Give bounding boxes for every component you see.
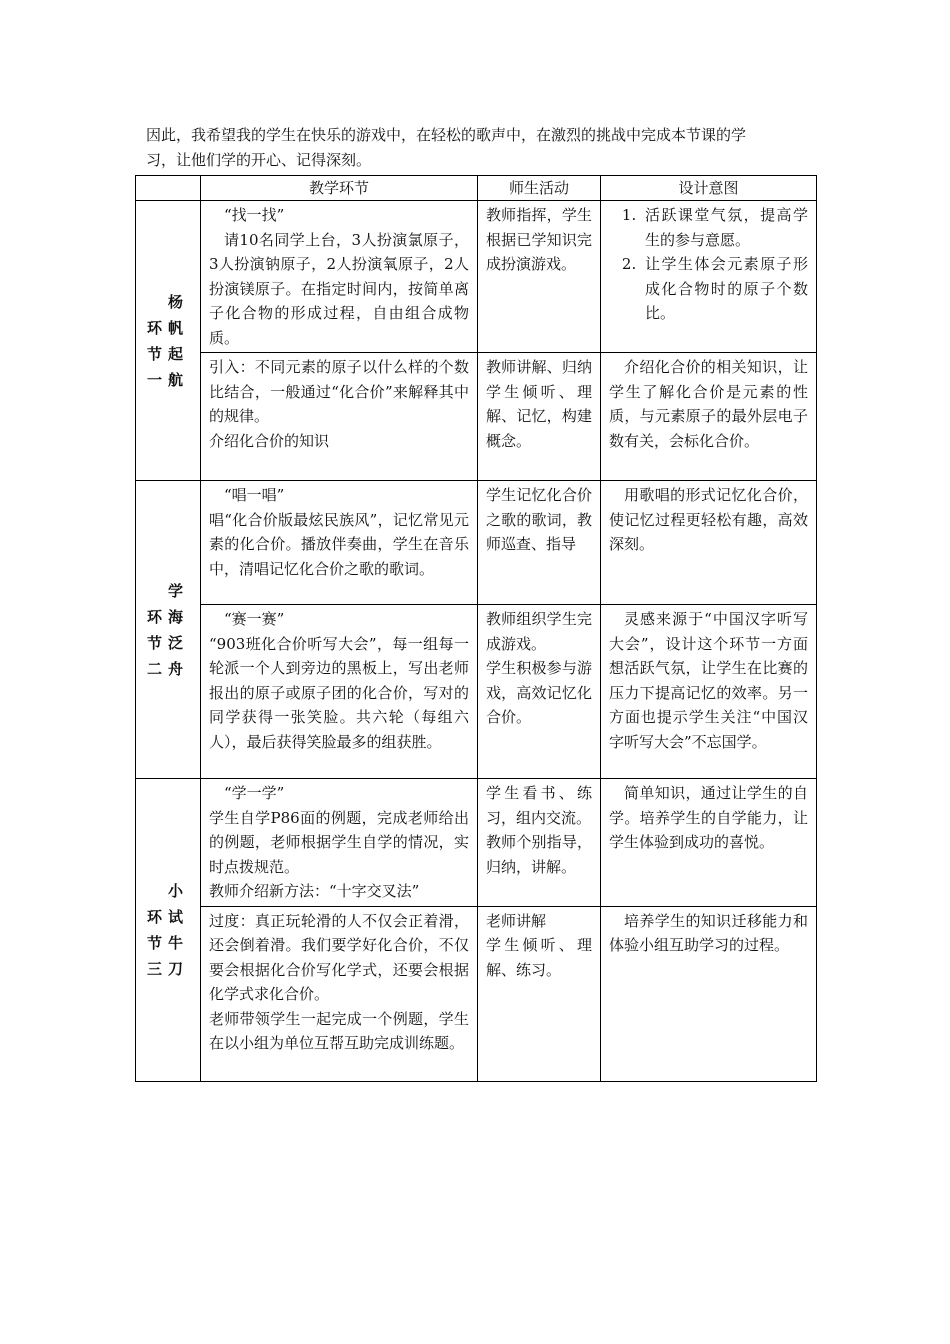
header-design-intent: 设计意图 [601,176,817,201]
activity-line: 学生看书、练习，组内交流。 [486,784,592,827]
activity-line: 学生积极参与游戏，高效记忆化合价。 [486,659,592,726]
table-header-row [136,176,817,201]
intent-text: 培养学生的知识迁移能力和体验小组互助学习的过程。 [609,911,808,954]
intent-text: 灵感来源于“中国汉字听写大会”，设计这个环节一方面想活跃气氛，让学生在比赛的压力下提高记忆的效率。另一方面也提示学生关注“中国汉字听写大会”不忘国学。 [609,610,808,751]
content-line: 引入：不同元素的原子以什么样的个数比结合，一般通过“化合价”来解释其中的规律。 [209,358,469,425]
header-blank [136,176,201,201]
intent-cell [601,353,817,481]
content-line: 老师带领学生一起完成一个例题，学生在以小组为单位互帮互助完成训练题。 [209,1009,469,1052]
section-label-line: 节牛 [146,933,189,952]
table-row [136,779,817,907]
section-label [136,779,201,1082]
section-label-line: 杨 [146,292,189,311]
content-cell [201,201,478,353]
section-label [136,201,201,481]
intro-line: 习，让他们学的开心、记得深刻。 [146,151,372,169]
list-item: 1. 活跃课堂气氛，提高学生的参与意愿。 [641,203,808,252]
table-row [136,481,817,605]
activity-cell [478,779,601,907]
table-row [136,201,817,353]
content-body: 请10名同学上台，3人扮演氯原子，3人扮演钠原子，2人扮演氧原子，2人扮演镁原子。在指定时间内，按简单离子化合物的形成过程，自由组合成物质。 [209,230,469,347]
content-title: “找一找” [224,206,285,224]
list-item: 2. 让学生体会元素原子形成化合物时的原子个数比。 [641,252,808,326]
content-line: 介绍化合价的知识 [209,431,330,450]
section-label-line: 一航 [146,370,189,389]
activity-line: 学生倾听、理解、练习。 [486,936,592,979]
intent-text: 介绍化合价的相关知识，让学生了解化合价是元素的性质，与元素原子的最外层电子数有关，会标化合价。 [609,358,808,450]
content-cell [201,605,478,779]
section-label-line: 环帆 [146,318,189,337]
section-label-line: 环海 [146,607,189,626]
table-row [136,353,817,481]
intent-cell [601,906,817,1081]
section-label-line: 节起 [146,344,189,363]
activity-line: 教师组织学生完成游戏。 [486,610,592,653]
content-cell [201,481,478,605]
content-line: 学生自学P86面的例题，完成老师给出的例题，老师根据学生自学的情况，实时点拨规范。 [209,808,469,876]
content-body: 唱“化合价版最炫民族风”，记忆常见元素的化合价。播放伴奏曲，学生在音乐中，清唱记忆化合价之歌的歌词。 [209,510,469,578]
intro-paragraph [146,123,816,173]
section-label-line: 三刀 [146,959,189,978]
content-body: “903班化合价听写大会”，每一组每一轮派一个人到旁边的黑板上，写出老师报出的原子或原子团的化合价，写对的同学获得一张笑脸。共六轮（每组六人），最后获得笑脸最多的组获胜。 [209,634,469,751]
intent-cell [601,605,817,779]
intro-line: 因此，我希望我的学生在快乐的游戏中，在轻松的歌声中，在激烈的挑战中完成本节课的学 [146,126,747,144]
intent-cell [601,779,817,907]
intent-cell [601,201,817,353]
section-label-line: 环试 [146,907,189,926]
activity-cell: 教师指挥，学生根据已学知识完成扮演游戏。 [478,201,601,353]
content-title: “唱一唱” [224,486,285,504]
header-teaching-step: 教学环节 [201,176,478,201]
content-title: “赛一赛” [224,610,285,628]
table-row [136,605,817,779]
activity-cell [478,906,601,1081]
intent-text: 用歌唱的形式记忆化合价，使记忆过程更轻松有趣，高效深刻。 [609,486,808,553]
table-row [136,906,817,1081]
section-label [136,481,201,779]
lesson-plan-table [135,175,817,1082]
content-line: 过度：真正玩轮滑的人不仅会正着滑，还会倒着滑。我们要学好化合价，不仅要会根据化合价写化学式，还要会根据化学式求化合价。 [209,911,469,1003]
content-line: 教师介绍新方法：“十字交叉法” [209,882,420,900]
activity-cell: 教师讲解、归纳学生倾听、理解、记忆，构建概念。 [478,353,601,481]
intent-cell [601,481,817,605]
activity-cell [478,605,601,779]
section-label-line: 节泛 [146,633,189,652]
content-cell [201,353,478,481]
header-activity: 师生活动 [478,176,601,201]
intent-list [609,203,808,326]
content-cell [201,779,478,907]
section-label-line: 小 [146,881,189,900]
activity-line: 老师讲解 [486,911,547,930]
section-label-line: 二舟 [146,659,189,678]
section-label-line: 学 [146,581,189,600]
intent-text: 简单知识，通过让学生的自学。培养学生的自学能力，让学生体验到成功的喜悦。 [609,784,808,851]
content-cell [201,906,478,1081]
activity-line: 教师个别指导，归纳，讲解。 [486,833,592,876]
activity-cell: 学生记忆化合价之歌的歌词，教师巡查、指导 [478,481,601,605]
content-title: “学一学” [224,784,285,802]
